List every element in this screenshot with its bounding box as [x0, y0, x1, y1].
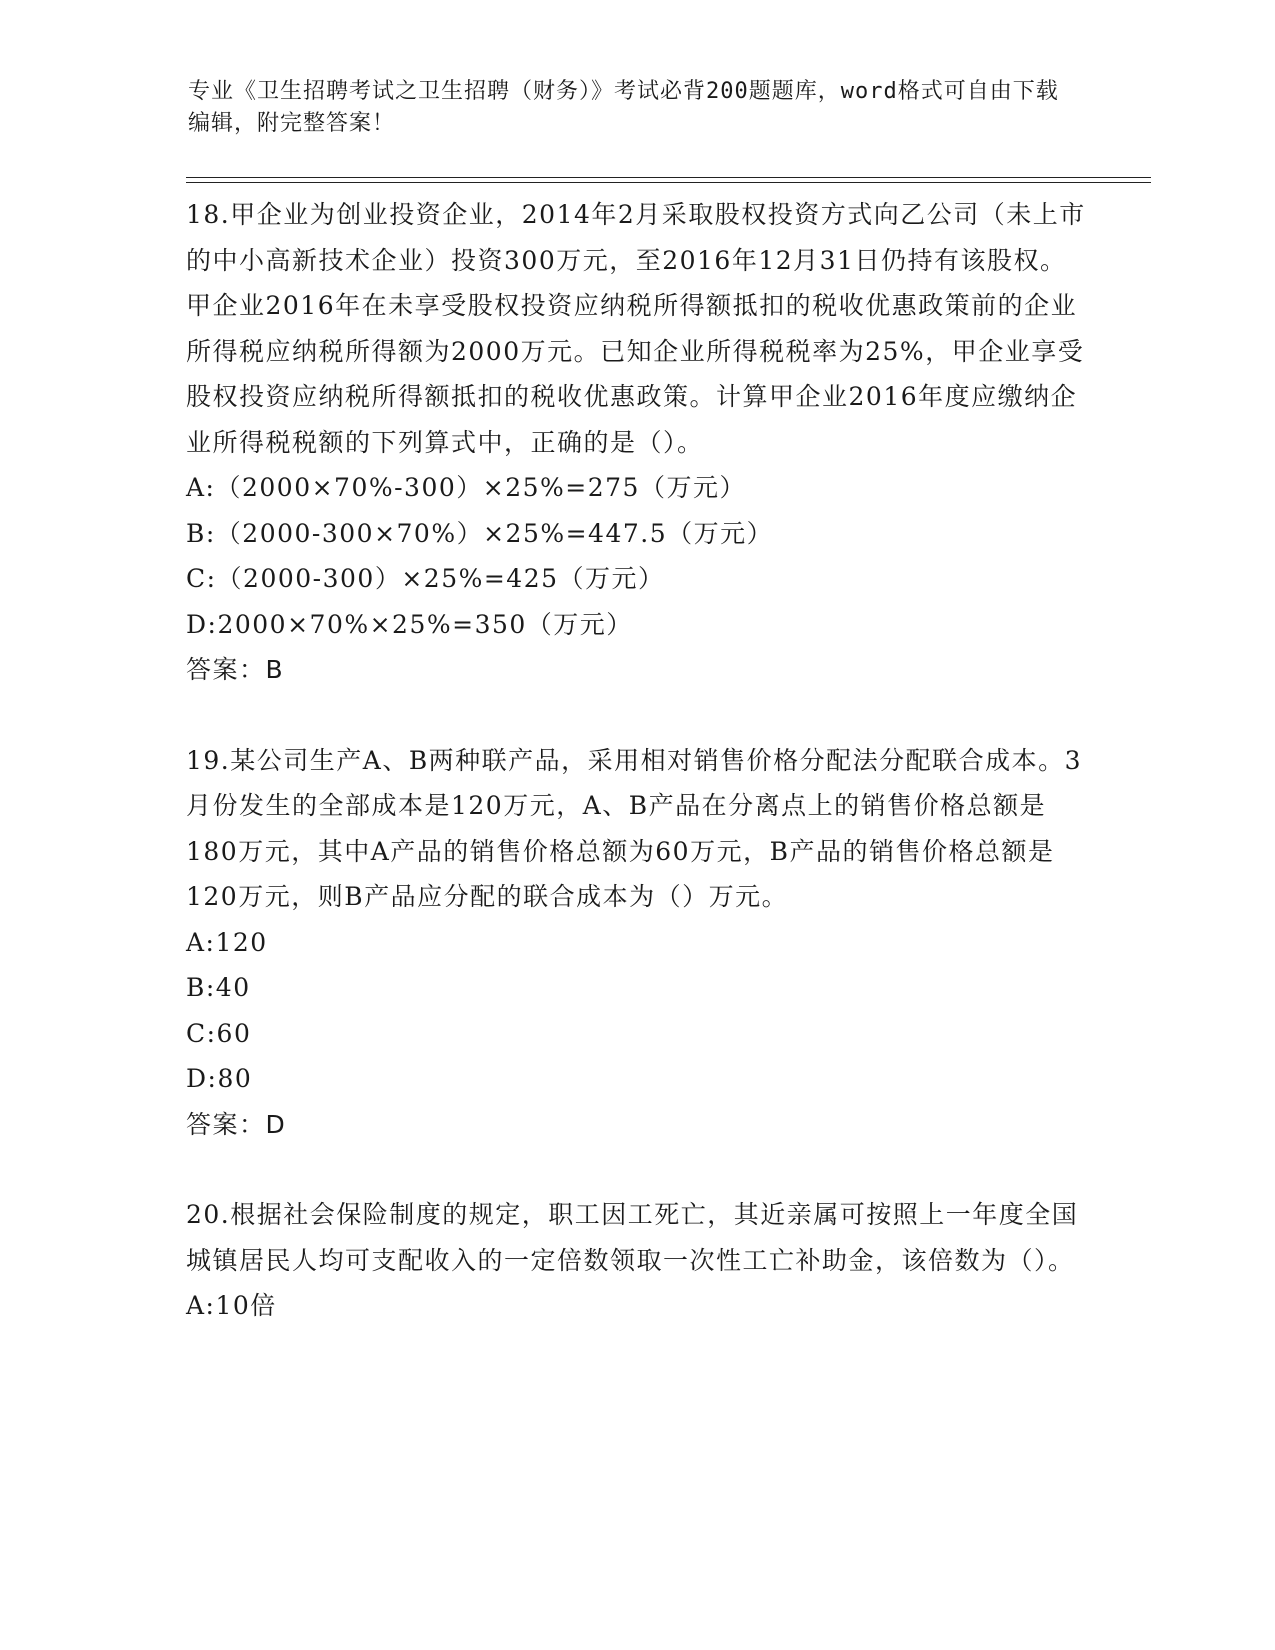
header-divider-bottom: [186, 182, 1151, 183]
option-a: A:（2000×70%-300）×25%=275（万元）: [186, 473, 746, 502]
option-a: A:10倍: [186, 1291, 277, 1320]
question-18: [186, 192, 1086, 693]
question-20: [186, 1192, 1086, 1329]
question-list: [186, 192, 1086, 1374]
question-19: [186, 738, 1086, 1148]
answer-label: 答案：B: [186, 655, 285, 684]
header-divider-top: [186, 177, 1151, 178]
answer-label: 答案：D: [186, 1109, 287, 1139]
option-c: C:60: [186, 1018, 252, 1048]
option-a: A:120: [186, 927, 268, 957]
option-b: B:40: [186, 973, 251, 1002]
question-stem: 18.甲企业为创业投资企业，2014年2月采取股权投资方式向乙公司（未上市的中小高新技术企业）投资300万元，至2016年12月31日仍持有该股权。甲企业2016年在未享受股权投资应纳税所得额抵扣的税收优惠政策前的企业所得税应纳税所得额为2000万元。已知企业所得税税率为25%，甲企业享受股权投资应纳税所得额抵扣的税收优惠政策。计算甲企业2016年度应缴纳企业所得税税额的下列算式中，正确的是（）。: [186, 200, 1086, 457]
question-stem: 19.某公司生产A、B两种联产品，采用相对销售价格分配法分配联合成本。3月份发生的全部成本是120万元，A、B产品在分离点上的销售价格总额是180万元，其中A产品的销售价格总额为60万元，B产品的销售价格总额是120万元，则B产品应分配的联合成本为（）万元。: [186, 745, 1083, 911]
option-c: C:（2000-300）×25%=425（万元）: [186, 564, 665, 593]
option-d: D:2000×70%×25%=350（万元）: [186, 609, 633, 639]
option-d: D:80: [186, 1064, 253, 1093]
question-stem: 20.根据社会保险制度的规定，职工因工死亡，其近亲属可按照上一年度全国城镇居民人均可支配收入的一定倍数领取一次性工亡补助金，该倍数为（）。: [186, 1200, 1079, 1275]
option-b: B:（2000-300×70%）×25%=447.5（万元）: [186, 518, 774, 548]
document-header: 专业《卫生招聘考试之卫生招聘（财务）》考试必背200题题库，word格式可自由下载编辑，附完整答案！: [188, 79, 1059, 136]
